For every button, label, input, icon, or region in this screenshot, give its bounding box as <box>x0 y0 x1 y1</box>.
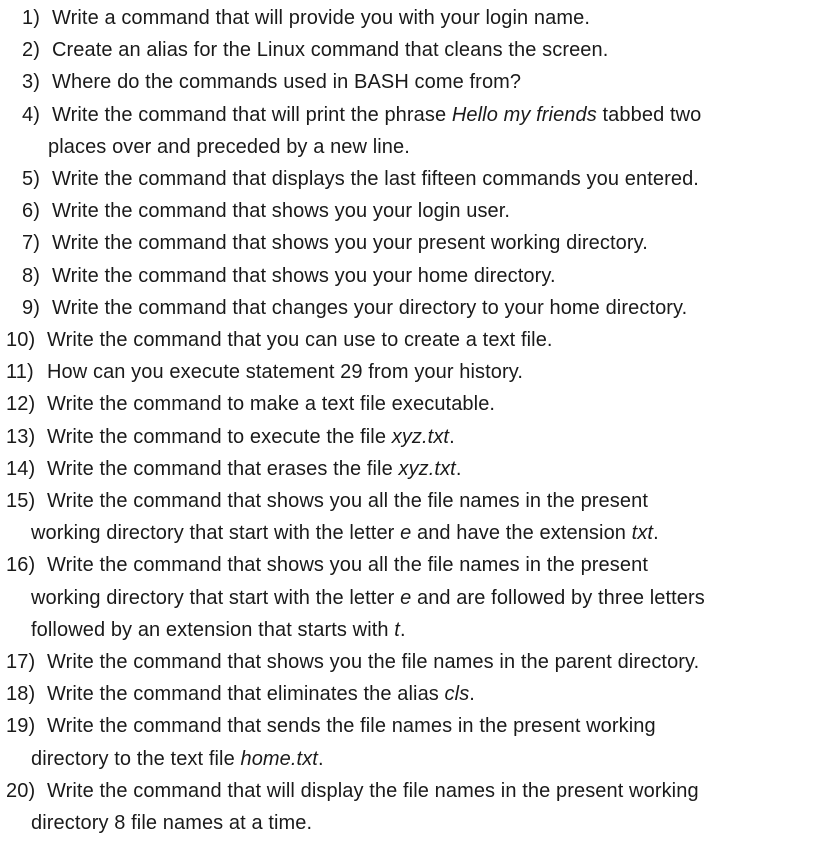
question-item <box>0 421 820 453</box>
text-segment: Write the command that shows you all the file names in the present <box>47 554 648 577</box>
question-text-line <box>0 710 820 742</box>
text-segment: working directory that start with the letter <box>31 586 401 609</box>
question-number: 2) <box>22 39 40 62</box>
question-number: 3) <box>22 71 40 94</box>
question-item <box>0 163 820 195</box>
text-segment: Write the command that eliminates the alias <box>47 683 445 706</box>
question-text-line <box>0 66 820 98</box>
question-text-line <box>0 227 820 259</box>
text-segment: Write the command that you can use to create a text file. <box>47 329 553 352</box>
question-item <box>0 356 820 388</box>
question-item <box>0 227 820 259</box>
text-segment: Write the command that will display the file names in the present working <box>47 779 699 802</box>
question-number: 11) <box>6 361 34 384</box>
text-segment: Write the command that will print the phrase <box>52 103 452 126</box>
text-segment: How can you execute statement 29 from your history. <box>47 361 524 384</box>
question-text-line <box>0 388 820 420</box>
question-text-line <box>0 517 820 549</box>
question-list <box>0 2 820 839</box>
question-item <box>0 66 820 98</box>
text-segment: . <box>317 747 324 770</box>
question-number: 10) <box>6 329 36 352</box>
question-text-line <box>0 195 820 227</box>
question-text-line <box>0 485 820 517</box>
question-text-line <box>0 807 820 839</box>
text-segment: Create an alias for the Linux command that cleans the screen. <box>52 39 609 62</box>
text-segment: places over and preceded by a new line. <box>48 135 410 158</box>
text-segment: . <box>399 618 406 641</box>
text-segment: tabbed two <box>596 103 702 126</box>
question-number: 5) <box>22 168 40 191</box>
text-segment: . <box>653 522 659 545</box>
italic-term: cls <box>444 683 470 706</box>
text-segment: Write the command that erases the file <box>47 457 399 480</box>
question-number: 14) <box>6 457 36 480</box>
text-segment: directory to the text file <box>31 747 241 770</box>
question-text-line <box>0 163 820 195</box>
question-text-line <box>0 324 820 356</box>
question-number: 15) <box>6 490 36 513</box>
question-number: 1) <box>22 7 40 29</box>
text-segment: . <box>469 683 475 706</box>
question-item <box>0 485 820 549</box>
question-text-line <box>0 99 820 131</box>
question-item <box>0 388 820 420</box>
question-item <box>0 646 820 678</box>
text-segment: . <box>449 425 455 448</box>
italic-term: txt <box>631 522 654 545</box>
text-segment: directory 8 file names at a time. <box>31 812 313 835</box>
question-item <box>0 2 820 34</box>
italic-term: e <box>400 586 412 609</box>
question-number: 19) <box>6 715 36 738</box>
text-segment: Write the command that shows you your present working directory. <box>52 232 648 255</box>
question-item <box>0 549 820 646</box>
question-text-line <box>0 34 820 66</box>
question-text-line <box>0 646 820 678</box>
question-item <box>0 678 820 710</box>
question-number: 13) <box>6 425 36 448</box>
question-item <box>0 260 820 292</box>
text-segment: Write the command to make a text file executable. <box>47 393 496 416</box>
question-number: 20) <box>6 779 36 802</box>
question-text-line <box>0 743 820 775</box>
question-number: 16) <box>6 554 36 577</box>
text-segment: Write the command that shows you your login user. <box>52 200 511 223</box>
italic-term: xyz.txt <box>398 457 456 480</box>
question-item <box>0 34 820 66</box>
question-text-line <box>0 260 820 292</box>
question-item <box>0 292 820 324</box>
question-text-line <box>0 582 820 614</box>
question-text-line <box>0 131 820 163</box>
question-text-line <box>0 292 820 324</box>
italic-term: t <box>394 618 400 641</box>
text-segment: Write the command that shows you the file names in the parent directory. <box>47 651 700 674</box>
text-segment: Write the command to execute the file <box>47 425 392 448</box>
question-text-line <box>0 2 820 34</box>
question-item <box>0 775 820 839</box>
text-segment: working directory that start with the letter <box>31 522 401 545</box>
question-item <box>0 195 820 227</box>
text-segment: Write the command that displays the last fifteen commands you entered. <box>52 168 699 191</box>
question-text-line <box>0 614 820 646</box>
text-segment: Where do the commands used in BASH come from? <box>52 71 522 94</box>
question-number: 18) <box>6 683 36 706</box>
question-text-line <box>0 356 820 388</box>
italic-term: home.txt <box>240 747 318 770</box>
italic-term: xyz.txt <box>391 425 450 448</box>
text-segment: followed by an extension that starts with <box>31 618 395 641</box>
question-text-line <box>0 549 820 581</box>
question-text-line <box>0 775 820 807</box>
text-segment: Write a command that will provide you with your login name. <box>52 7 590 29</box>
question-number: 8) <box>22 264 40 287</box>
text-segment: Write the command that sends the file names in the present working <box>47 715 656 738</box>
question-number: 7) <box>22 232 40 255</box>
question-text-line <box>0 453 820 485</box>
italic-term: e <box>400 522 412 545</box>
question-number: 9) <box>22 296 40 319</box>
text-segment: Write the command that shows you all the file names in the present <box>47 490 648 513</box>
question-number: 17) <box>6 651 36 674</box>
question-text-line <box>0 421 820 453</box>
question-item <box>0 99 820 163</box>
italic-term: Hello my friends <box>451 103 597 126</box>
question-number: 12) <box>6 393 36 416</box>
text-segment: . <box>455 457 462 480</box>
text-segment: Write the command that changes your directory to your home directory. <box>52 296 688 319</box>
question-number: 6) <box>22 200 40 223</box>
question-item <box>0 324 820 356</box>
question-text-line <box>0 678 820 710</box>
text-segment: and have the extension <box>411 522 632 545</box>
question-item <box>0 710 820 774</box>
question-number: 4) <box>22 103 40 126</box>
text-segment: and are followed by three letters <box>411 586 705 609</box>
question-item <box>0 453 820 485</box>
text-segment: Write the command that shows you your home directory. <box>52 264 556 287</box>
